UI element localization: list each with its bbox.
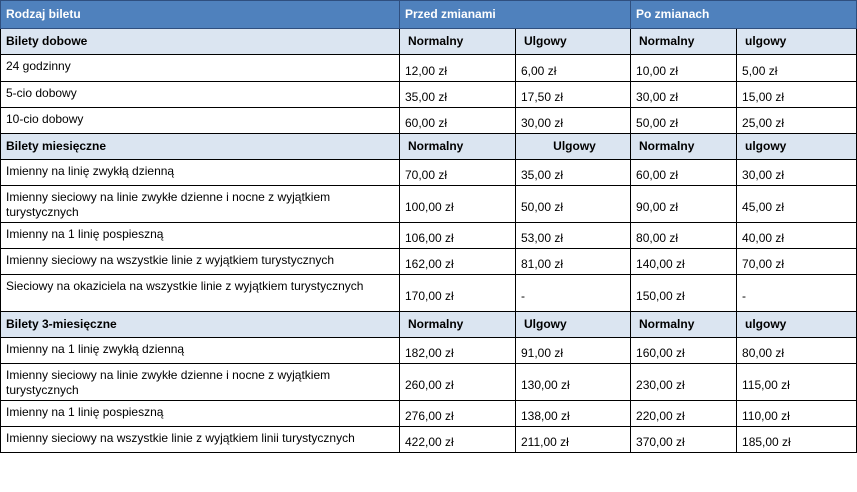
table-row: [1, 82, 857, 108]
price-after-normal: 370,00 zł: [631, 427, 737, 453]
price-after-reduced: 45,00 zł: [737, 186, 857, 223]
table-row: [1, 186, 857, 223]
price-after-normal: 150,00 zł: [631, 275, 737, 312]
price-before-reduced: 35,00 zł: [516, 160, 631, 186]
table-row: [1, 401, 857, 427]
price-after-normal: 160,00 zł: [631, 338, 737, 364]
price-after-normal: 10,00 zł: [631, 55, 737, 82]
ticket-name: Imienny na 1 linię pospieszną: [1, 401, 400, 427]
price-after-reduced: 5,00 zł: [737, 55, 857, 82]
subheader-before-reduced: Ulgowy: [516, 29, 631, 55]
ticket-name: Imienny sieciowy na linie zwykłe dzienne i nocne z wyjątkiem turystycznych: [1, 186, 400, 223]
ticket-name: Imienny na 1 linię pospieszną: [1, 223, 400, 249]
price-before-normal: 276,00 zł: [400, 401, 516, 427]
price-before-reduced: 130,00 zł: [516, 364, 631, 401]
section-title: Bilety dobowe: [1, 29, 400, 55]
price-before-normal: 422,00 zł: [400, 427, 516, 453]
table-row: [1, 364, 857, 401]
table-row: [1, 427, 857, 453]
subheader-before-normal: Normalny: [400, 312, 516, 338]
price-after-reduced: 40,00 zł: [737, 223, 857, 249]
price-before-normal: 162,00 zł: [400, 249, 516, 275]
price-before-normal: 35,00 zł: [400, 82, 516, 108]
table-row: [1, 338, 857, 364]
price-after-normal: 140,00 zł: [631, 249, 737, 275]
subheader-after-normal: Normalny: [631, 312, 737, 338]
ticket-name: Sieciowy na okaziciela na wszystkie linie z wyjątkiem turystycznych: [1, 275, 400, 312]
ticket-name: 5-cio dobowy: [1, 82, 400, 108]
ticket-name: Imienny sieciowy na wszystkie linie z wyjątkiem turystycznych: [1, 249, 400, 275]
price-after-reduced: 70,00 zł: [737, 249, 857, 275]
price-before-normal: 182,00 zł: [400, 338, 516, 364]
subheader-after-reduced: ulgowy: [737, 312, 857, 338]
price-before-reduced: -: [516, 275, 631, 312]
price-after-reduced: 25,00 zł: [737, 108, 857, 134]
price-before-reduced: 50,00 zł: [516, 186, 631, 223]
price-before-normal: 260,00 zł: [400, 364, 516, 401]
price-after-reduced: -: [737, 275, 857, 312]
table-row: [1, 249, 857, 275]
section-title: Bilety miesięczne: [1, 134, 400, 160]
header-before-changes: Przed zmianami: [400, 1, 631, 29]
section-title: Bilety 3-miesięczne: [1, 312, 400, 338]
subheader-after-reduced: ulgowy: [737, 134, 857, 160]
price-before-reduced: 138,00 zł: [516, 401, 631, 427]
price-after-normal: 60,00 zł: [631, 160, 737, 186]
price-after-reduced: 80,00 zł: [737, 338, 857, 364]
price-before-normal: 12,00 zł: [400, 55, 516, 82]
ticket-name: Imienny na linię zwykłą dzienną: [1, 160, 400, 186]
price-after-reduced: 185,00 zł: [737, 427, 857, 453]
price-before-normal: 100,00 zł: [400, 186, 516, 223]
section-header-row: [1, 312, 857, 338]
price-before-reduced: 30,00 zł: [516, 108, 631, 134]
price-after-normal: 90,00 zł: [631, 186, 737, 223]
price-after-normal: 30,00 zł: [631, 82, 737, 108]
table-header-row: [1, 1, 857, 29]
price-before-normal: 170,00 zł: [400, 275, 516, 312]
subheader-after-reduced: ulgowy: [737, 29, 857, 55]
subheader-after-normal: Normalny: [631, 29, 737, 55]
price-after-normal: 50,00 zł: [631, 108, 737, 134]
price-before-reduced: 81,00 zł: [516, 249, 631, 275]
price-after-normal: 80,00 zł: [631, 223, 737, 249]
subheader-after-normal: Normalny: [631, 134, 737, 160]
ticket-name: Imienny sieciowy na linie zwykłe dzienne i nocne z wyjątkiem turystycznych: [1, 364, 400, 401]
header-ticket-type: Rodzaj biletu: [1, 1, 400, 29]
price-before-reduced: 53,00 zł: [516, 223, 631, 249]
price-before-reduced: 211,00 zł: [516, 427, 631, 453]
price-before-reduced: 91,00 zł: [516, 338, 631, 364]
ticket-name: 24 godzinny: [1, 55, 400, 82]
ticket-name: Imienny sieciowy na wszystkie linie z wyjątkiem linii turystycznych: [1, 427, 400, 453]
table-row: [1, 55, 857, 82]
table-row: [1, 275, 857, 312]
table-row: [1, 108, 857, 134]
price-before-normal: 70,00 zł: [400, 160, 516, 186]
price-before-reduced: 17,50 zł: [516, 82, 631, 108]
price-after-reduced: 110,00 zł: [737, 401, 857, 427]
section-header-row: [1, 29, 857, 55]
section-header-row: [1, 134, 857, 160]
price-after-reduced: 30,00 zł: [737, 160, 857, 186]
ticket-name: Imienny na 1 linię zwykłą dzienną: [1, 338, 400, 364]
table-row: [1, 223, 857, 249]
subheader-before-normal: Normalny: [400, 134, 516, 160]
price-after-normal: 220,00 zł: [631, 401, 737, 427]
price-after-reduced: 15,00 zł: [737, 82, 857, 108]
table-row: [1, 160, 857, 186]
subheader-before-normal: Normalny: [400, 29, 516, 55]
header-after-changes: Po zmianach: [631, 1, 857, 29]
subheader-before-reduced: Ulgowy: [516, 312, 631, 338]
price-after-reduced: 115,00 zł: [737, 364, 857, 401]
price-after-normal: 230,00 zł: [631, 364, 737, 401]
ticket-name: 10-cio dobowy: [1, 108, 400, 134]
price-before-reduced: 6,00 zł: [516, 55, 631, 82]
price-before-normal: 106,00 zł: [400, 223, 516, 249]
subheader-before-reduced: Ulgowy: [516, 134, 631, 160]
price-before-normal: 60,00 zł: [400, 108, 516, 134]
